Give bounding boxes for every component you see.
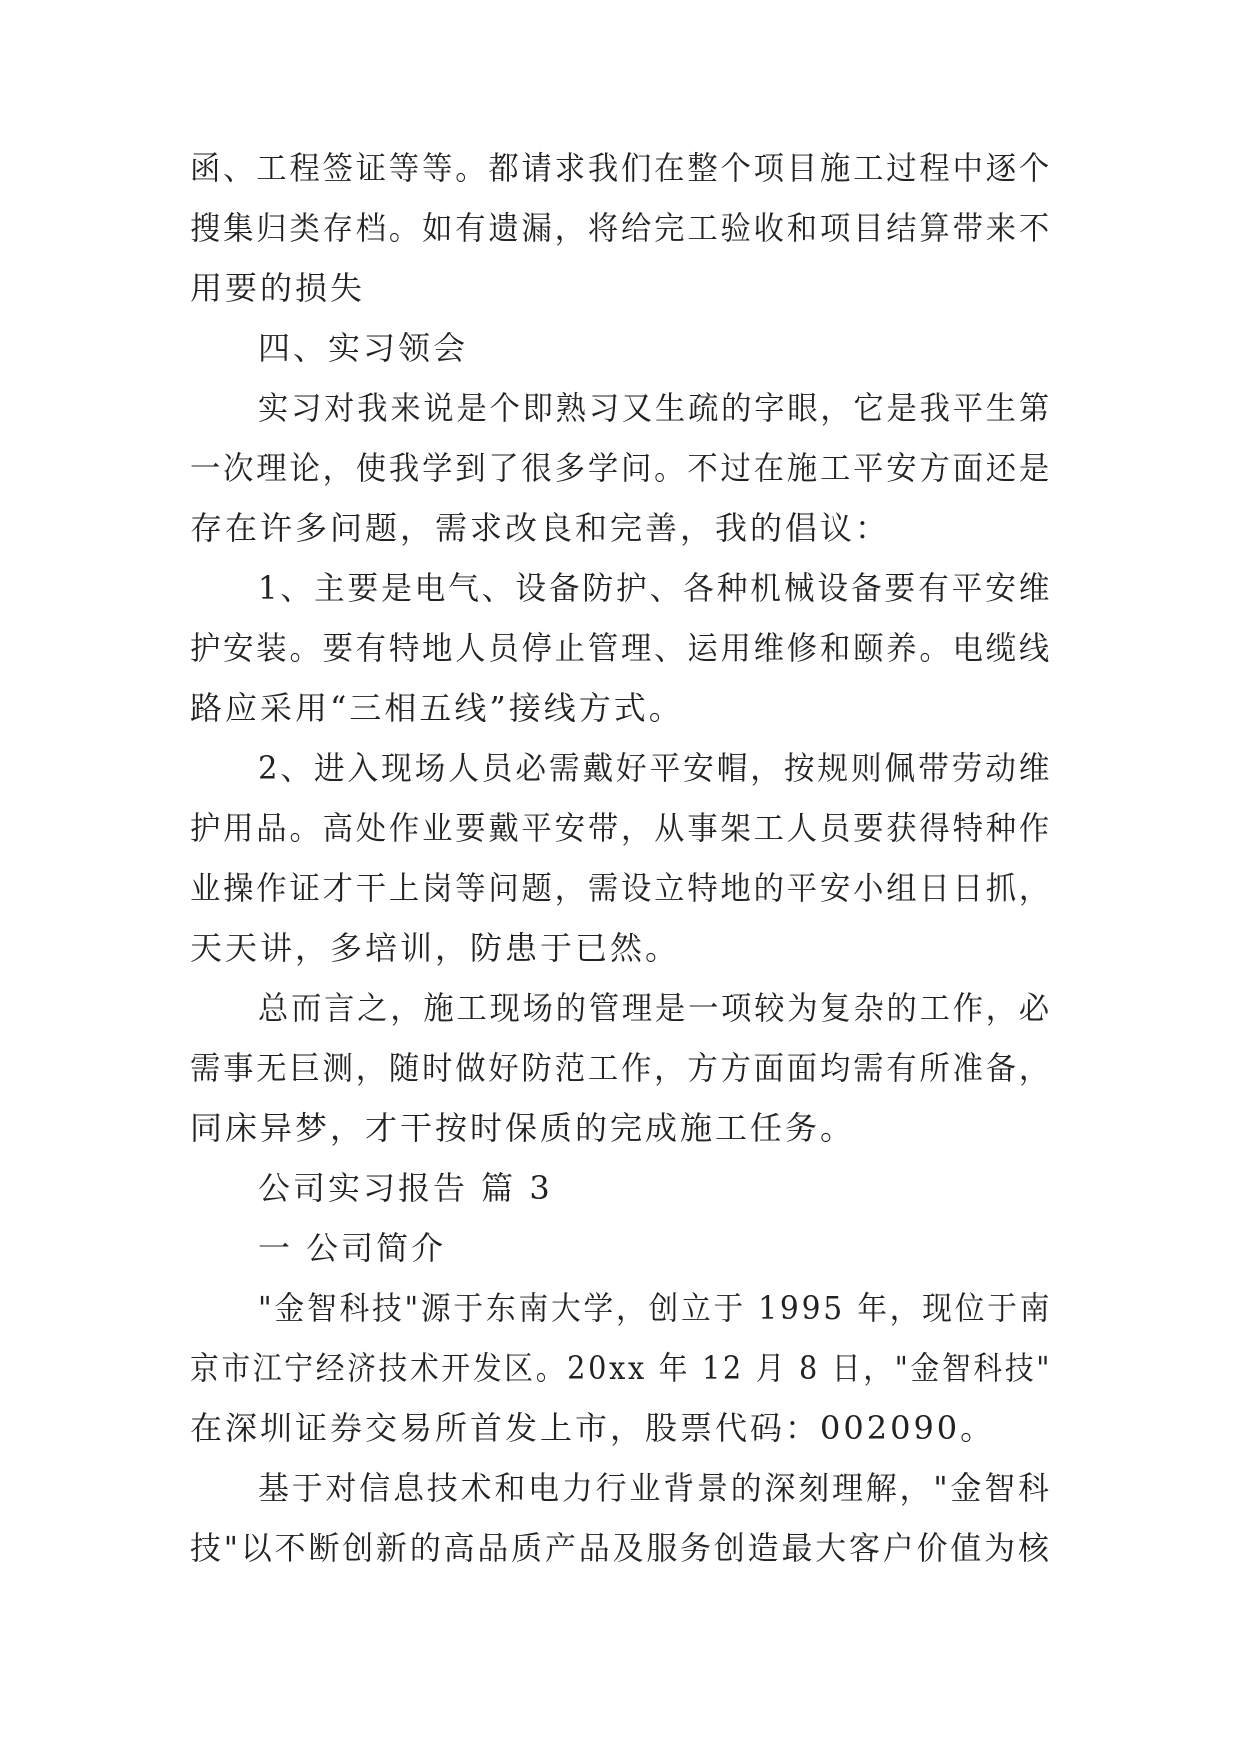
list-item-line: 天天讲，多培训，防患于已然。	[190, 929, 681, 967]
paragraph-line: 用要的损失	[190, 269, 366, 307]
paragraph-line: 同床异梦，才干按时保质的完成施工任务。	[190, 1109, 856, 1147]
paragraph-line: 京市江宁经济技术开发区。20xx 年 12 月 8 日，"金智科技"	[190, 1349, 1053, 1387]
list-item-line: 业操作证才干上岗等问题，需设立特地的平安小组日日抓，	[190, 869, 1053, 907]
list-item-line: 路应采用“三相五线”接线方式。	[190, 689, 684, 727]
list-item-line: 护安装。要有特地人员停止管理、运用维修和颐养。电缆线	[190, 629, 1053, 667]
paragraph-line: 搜集归类存档。如有遗漏，将给完工验收和项目结算带来不	[190, 209, 1053, 247]
paragraph-line: 基于对信息技术和电力行业背景的深刻理解，"金智科	[258, 1469, 1052, 1507]
paragraph-line: "金智科技"源于东南大学，创立于 1995 年，现位于南	[258, 1289, 1053, 1327]
paragraph-line: 函、工程签证等等。都请求我们在整个项目施工过程中逐个	[190, 149, 1053, 187]
paragraph-line: 技"以不断创新的高品质产品及服务创造最大客户价值为核	[190, 1529, 1052, 1567]
paragraph-line: 在深圳证券交易所首发上市，股票代码：002090。	[190, 1409, 996, 1447]
section-heading: 四、实习领会	[258, 329, 469, 367]
section-heading: 一 公司简介	[258, 1229, 447, 1267]
paragraph-line: 一次理论，使我学到了很多学问。不过在施工平安方面还是	[190, 449, 1053, 487]
paragraph-line: 实习对我来说是个即熟习又生疏的字眼，它是我平生第	[258, 389, 1052, 427]
list-item-line: 护用品。高处作业要戴平安带，从事架工人员要获得特种作	[190, 809, 1053, 847]
paragraph-line: 需事无巨测，随时做好防范工作，方方面面均需有所准备，	[190, 1049, 1053, 1087]
paragraph-line: 存在许多问题，需求改良和完善，我的倡议：	[190, 509, 891, 547]
list-item-line: 2、进入现场人员必需戴好平安帽，按规则佩带劳动维	[258, 749, 1053, 787]
report-title: 公司实习报告 篇 3	[258, 1169, 553, 1207]
list-item-line: 1、主要是电气、设备防护、各种机械设备要有平安维	[258, 569, 1053, 607]
paragraph-line: 总而言之，施工现场的管理是一项较为复杂的工作，必	[258, 989, 1052, 1027]
